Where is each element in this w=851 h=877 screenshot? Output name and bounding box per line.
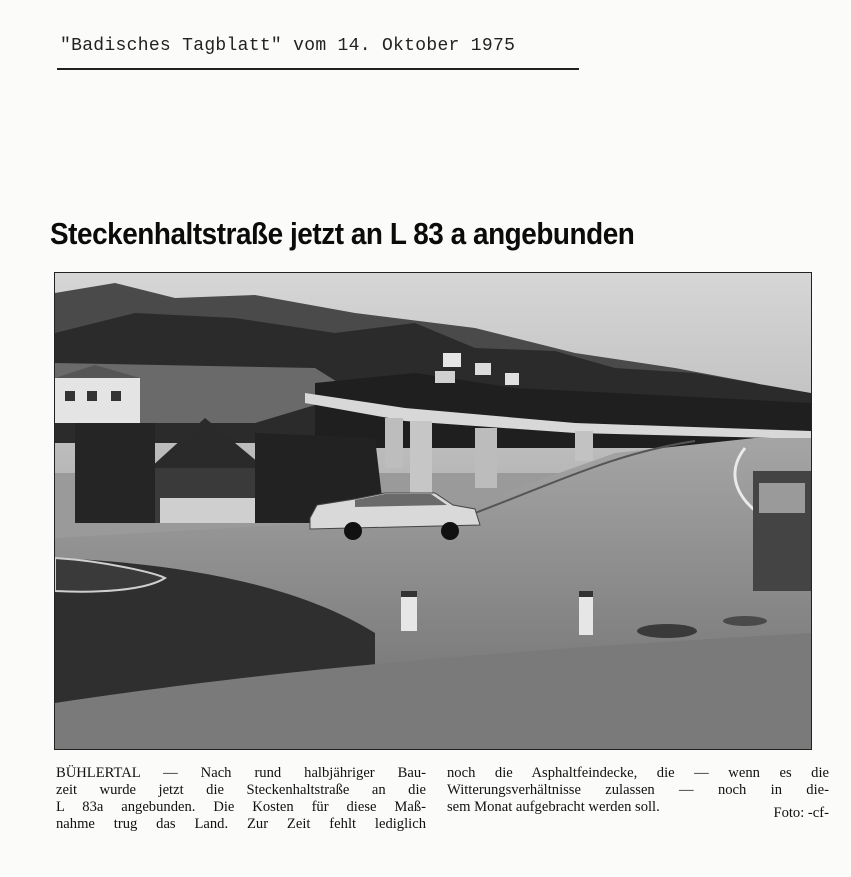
news-photo [54, 272, 812, 750]
headline: Steckenhaltstraße jetzt an L 83 a angebunden [50, 216, 635, 251]
photo-illustration [55, 273, 811, 749]
article-column-right [447, 765, 829, 816]
article-line: Witterungsverhältnisse zulassen — noch in die- [447, 782, 829, 798]
source-line: "Badisches Tagblatt" vom 14. Oktober 1975 [60, 36, 516, 56]
source-underline [57, 68, 579, 70]
article-line: BÜHLERTAL — Nach rund halbjähriger Bau- [56, 765, 426, 781]
photo-credit: Foto: -cf- [773, 805, 829, 821]
article-line: nahme trug das Land. Zur Zeit fehlt lediglich [56, 816, 426, 832]
article-column-left [56, 765, 426, 833]
article-line: zeit wurde jetzt die Steckenhaltstraße an die [56, 782, 426, 798]
article-line: noch die Asphaltfeindecke, die — wenn es die [447, 765, 829, 781]
article-line: L 83a angebunden. Die Kosten für diese Maß- [56, 799, 426, 815]
article-line: sem Monat aufgebracht werden soll. [447, 799, 660, 815]
